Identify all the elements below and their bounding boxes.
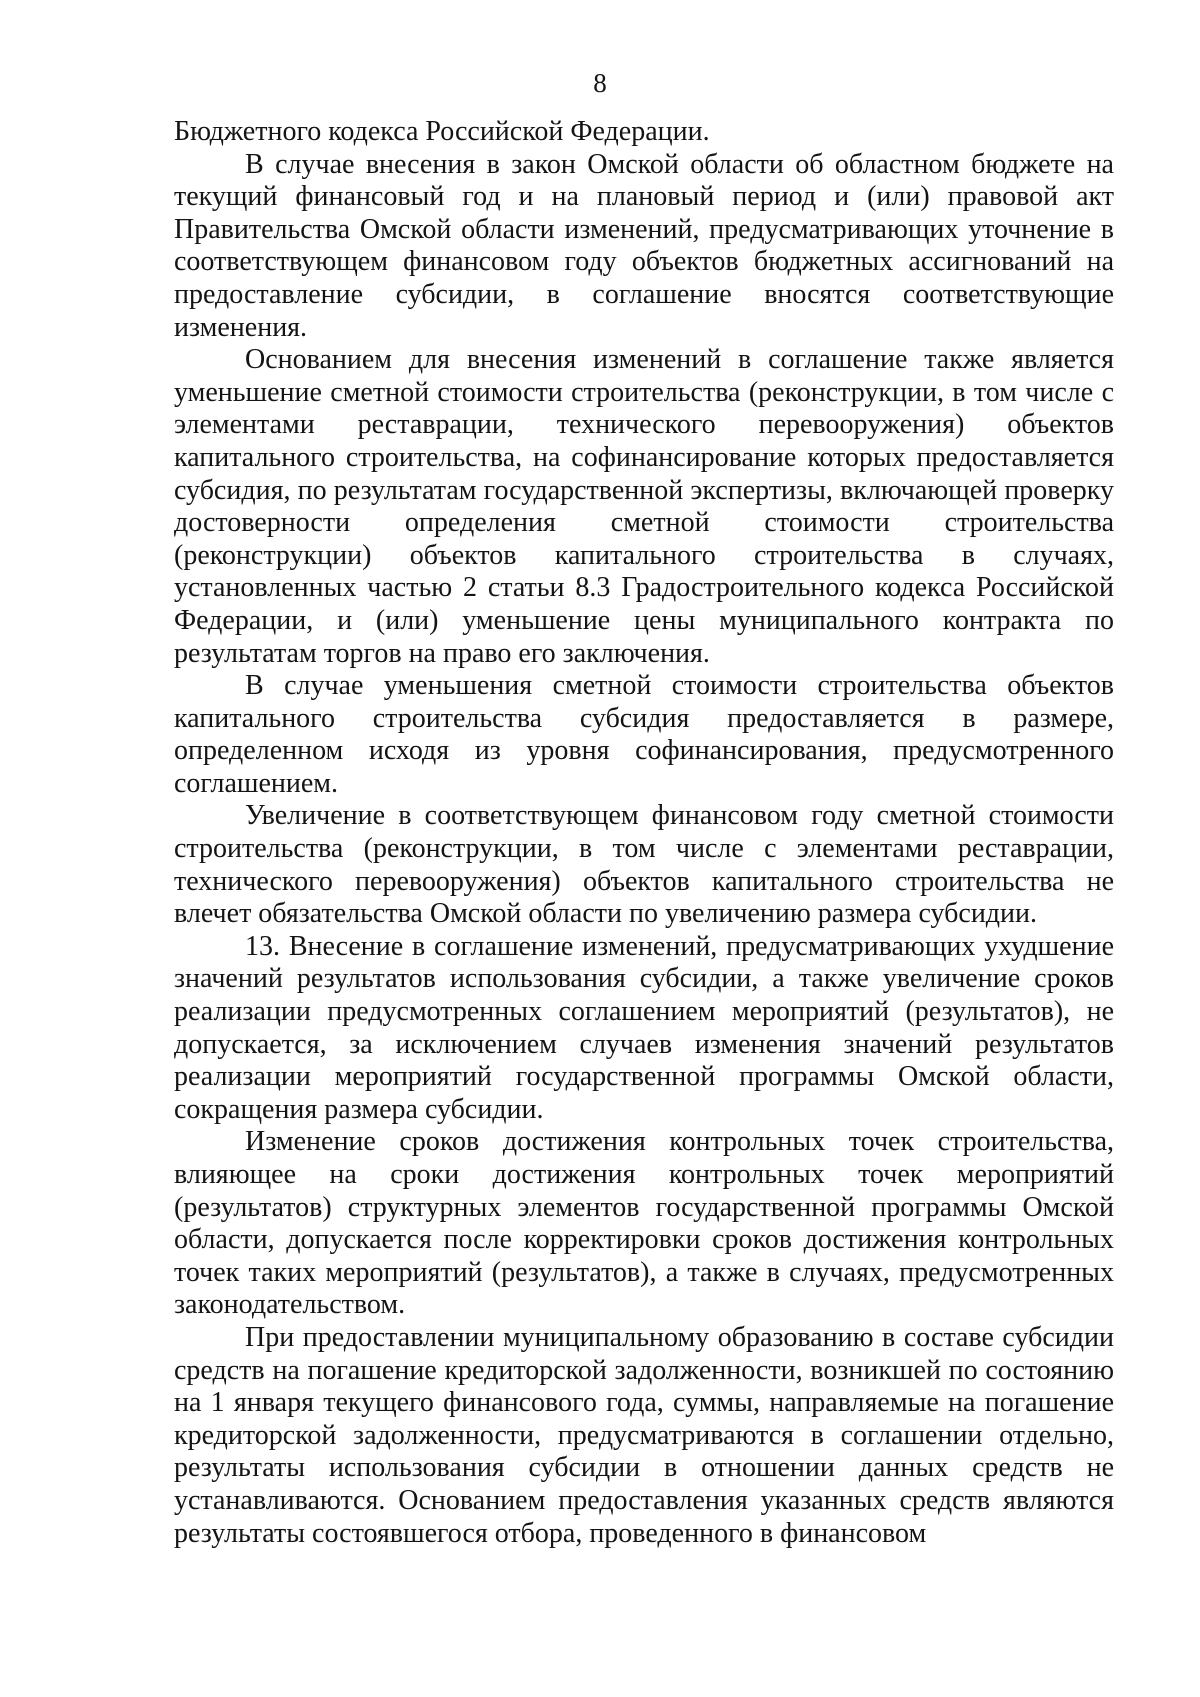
page-number: 8 bbox=[593, 68, 607, 98]
document-body bbox=[174, 116, 1114, 1550]
paragraph-subsidy-size: В случае уменьшения сметной стоимости строительства объектов капитального строительства субсидия предоставляется в размере, определенном исходя из уровня софинансирования, предусмотренного соглашением. bbox=[174, 670, 1114, 799]
paragraph-item-13: 13. Внесение в соглашение изменений, предусматривающих ухудшение значений результатов использования субсидии, а также увеличение сроков реализации предусмотренных соглашением мероприятий (результатов), не допускается, за исключением случаев изменения значений результатов реализации мероприятий государственной программы Омской области, сокращения размера субсидии. bbox=[174, 930, 1114, 1125]
paragraph-cost-reduction-grounds: Основанием для внесения изменений в соглашение также является уменьшение сметной стоимости строительства (реконструкции, в том числе с элементами реставрации, технического перевооружения) объектов капитального строительства, на софинансирование которых предоставляется субсидия, по результатам государственной экспертизы, включающей проверку достоверности определения сметной стоимости строительства (реконструкции) объектов капитального строительства в случаях, установленных частью 2 статьи 8.3 Градостроительного кодекса Российской Федерации, и (или) уменьшение цены муниципального контракта по результатам торгов на право его заключения. bbox=[174, 344, 1114, 669]
paragraph-cost-increase: Увеличение в соответствующем финансовом году сметной стоимости строительства (реконструкции, в том числе с элементами реставрации, технического перевооружения) объектов капитального строительства не влечет обязательства Омской области по увеличению размера субсидии. bbox=[174, 800, 1114, 930]
paragraph-control-points: Изменение сроков достижения контрольных точек строительства, влияющее на сроки достижения контрольных точек мероприятий (результатов) структурных элементов государственной программы Омской области, допускается после корректировки сроков достижения контрольных точек таких мероприятий (результатов), а также в случаях, предусмотренных законодательством. bbox=[174, 1126, 1114, 1321]
paragraph-continuation: Бюджетного кодекса Российской Федерации. bbox=[174, 116, 710, 147]
paragraph-budget-law-changes: В случае внесения в закон Омской области об областном бюджете на текущий финансовый год и на плановый период и (или) правовой акт Правительства Омской области изменений, предусматривающих уточнение в соответствующем финансовом году объектов бюджетных ассигнований на предоставление субсидии, в соглашение вносятся соответствующие изменения. bbox=[174, 148, 1114, 343]
paragraph-creditor-debt: При предоставлении муниципальному образованию в составе субсидии средств на погашение кредиторской задолженности, возникшей по состоянию на 1 января текущего финансового года, суммы, направляемые на погашение кредиторской задолженности, предусматриваются в соглашении отдельно, результаты использования субсидии в отношении данных средств не устанавливаются. Основанием предоставления указанных средств являются результаты состоявшегося отбора, проведенного в финансовом bbox=[174, 1321, 1114, 1549]
